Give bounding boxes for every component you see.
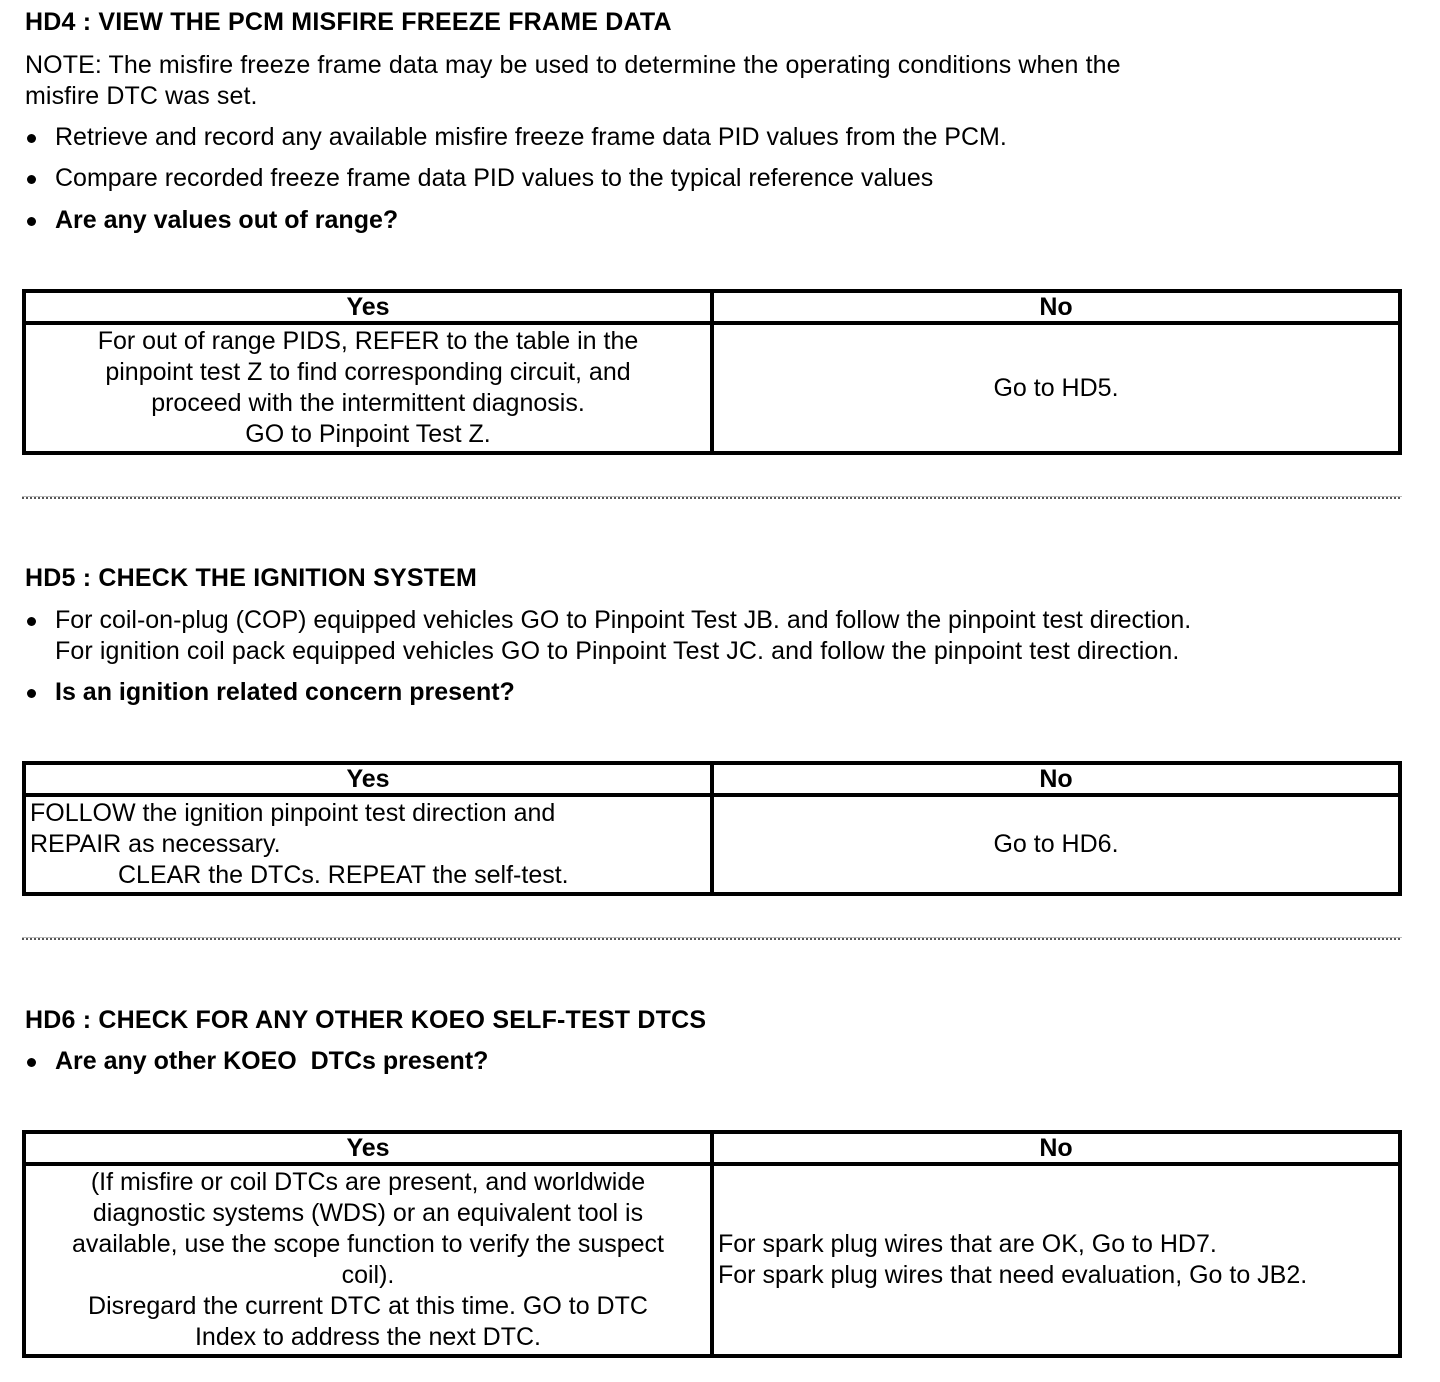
bullet-icon — [27, 689, 36, 698]
yes-line: coil). — [341, 1261, 395, 1289]
hd4-title: HD4 : VIEW THE PCM MISFIRE FREEZE FRAME DATA — [25, 8, 672, 36]
no-header: No — [712, 291, 1400, 323]
hd4-bullet-text: Compare recorded freeze frame data PID values to the typical reference values — [55, 164, 934, 192]
yes-line: FOLLOW the ignition pinpoint test direction and — [30, 799, 556, 827]
yes-line: For out of range PIDS, REFER to the table in the — [97, 327, 639, 355]
yes-line: diagnostic systems (WDS) or an equivalent tool is — [92, 1199, 644, 1227]
yes-line: available, use the scope function to verify the suspect — [71, 1230, 665, 1258]
hd5-bullet-line1: For coil-on-plug (COP) equipped vehicles GO to Pinpoint Test JB. and follow the pinpoint test direction. — [55, 606, 1192, 634]
bullet-icon — [27, 1058, 36, 1067]
bullet-icon — [27, 217, 36, 226]
yes-line: pinpoint test Z to find corresponding circuit, and — [105, 358, 631, 386]
yes-line: GO to Pinpoint Test Z. — [245, 420, 491, 448]
hd6-no-link-jb2[interactable]: For spark plug wires that need evaluation, Go to JB2. — [718, 1261, 1308, 1289]
yes-header: Yes — [24, 1132, 712, 1164]
hd4-note-line2: misfire DTC was set. — [25, 82, 258, 110]
yes-line: REPAIR as necessary. — [30, 830, 281, 858]
bullet-icon — [27, 617, 36, 626]
bullet-icon — [27, 175, 36, 184]
hd4-yes-no-table — [22, 289, 1402, 455]
yes-line: Index to address the next DTC. — [194, 1323, 541, 1351]
yes-line: proceed with the intermittent diagnosis. — [151, 389, 585, 417]
hd5-title: HD5 : CHECK THE IGNITION SYSTEM — [25, 564, 478, 592]
yes-line: (If misfire or coil DTCs are present, and worldwide — [90, 1168, 646, 1196]
hd4-bullet-text: Retrieve and record any available misfire freeze frame data PID values from the PCM. — [55, 123, 1007, 151]
hd6-yes-no-table — [22, 1130, 1402, 1358]
section-divider — [22, 937, 1402, 940]
no-header: No — [712, 1132, 1400, 1164]
hd4-note-line1: NOTE: The misfire freeze frame data may be used to determine the operating conditions when the — [25, 51, 1121, 79]
hd6-title: HD6 : CHECK FOR ANY OTHER KOEO SELF-TEST DTCS — [25, 1006, 707, 1034]
section-divider — [22, 496, 1402, 499]
hd6-no-cell — [712, 1164, 1400, 1356]
hd6-no-link-hd7[interactable]: For spark plug wires that are OK, Go to HD7. — [718, 1230, 1217, 1258]
hd5-yes-no-table — [22, 761, 1402, 896]
yes-line: Disregard the current DTC at this time. GO to DTC — [88, 1292, 648, 1320]
hd4-yes-cell — [24, 323, 712, 453]
hd6-question-text: Are any other KOEO DTCs present? — [55, 1047, 489, 1075]
yes-header: Yes — [24, 763, 712, 795]
hd4-no-cell — [712, 323, 1400, 453]
bullet-icon — [27, 134, 36, 143]
yes-header: Yes — [24, 291, 712, 323]
hd5-no-link[interactable]: Go to HD6. — [993, 830, 1119, 858]
hd5-yes-cell — [24, 795, 712, 894]
yes-line: CLEAR the DTCs. REPEAT the self-test. — [118, 861, 569, 889]
hd5-bullet-line2: For ignition coil pack equipped vehicles GO to Pinpoint Test JC. and follow the pinpoint test direction. — [55, 637, 1180, 665]
hd5-no-cell — [712, 795, 1400, 894]
hd4-question-text: Are any values out of range? — [55, 206, 399, 234]
hd4-no-link[interactable]: Go to HD5. — [993, 373, 1119, 402]
no-header: No — [712, 763, 1400, 795]
hd6-yes-cell — [24, 1164, 712, 1356]
hd5-question-text: Is an ignition related concern present? — [55, 678, 515, 706]
